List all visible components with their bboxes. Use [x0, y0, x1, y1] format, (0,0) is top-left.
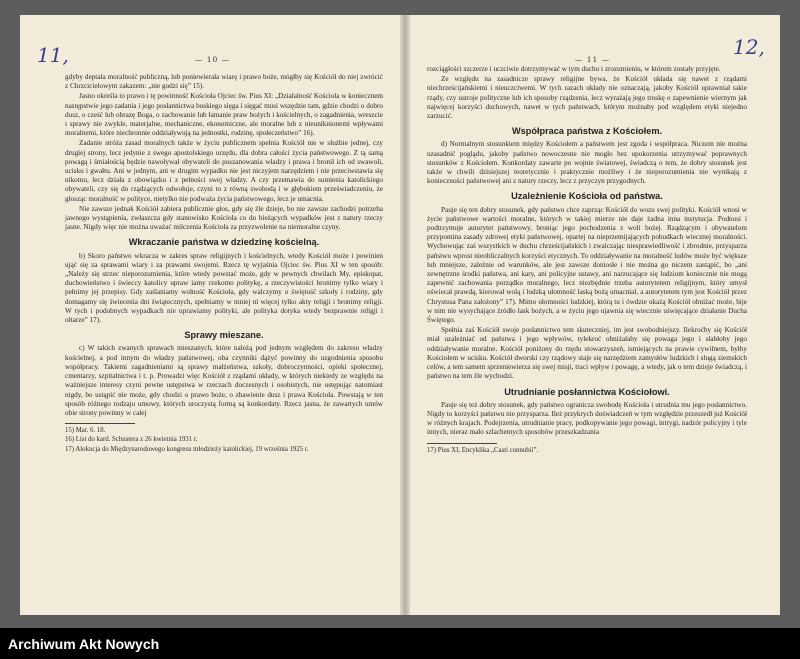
section-heading: Sprawy mieszane.: [184, 330, 264, 341]
footnote: 16) List do kard. Schustera z 26 kwietnia 1931 r.: [65, 436, 198, 444]
paragraph: c) W takich zwanych sprawach mieszanych, które należą pod jednym względem do zakresu władzy kościelnej, a pod innym do władzy państwowej, oba czynniki dążyć powinny do uzgodnienia sposobu współpracy. Takiemi zagadnieniami są sprawy małżeństwa, szkoły, dobroczynności, opieki społecznej, cmentarzy, szpitalnictwa i t. p. Prowadzi więc Kościół z rządami układy, w których niekiedy ze względu na ważniejsze interesy czyni pewne ustępstwa w rzeczach doczesnych i osobistych, nie ustępując natomiast nigdy, bo ustąpić nie może, gdy chodzi o prawo boże, o zbawienie dusz i prawa Kościoła. Powstają w ten sposób różnego rodzaju umowy, których uroczystą formą są konkordaty. Rzecz jasna, że zawartych umów obie strony powinny w całej: [65, 344, 383, 417]
paragraph: Spełnia zaś Kościół swoje posłannictwo tem skuteczniej, im jest swobodniejszy. Ilekroćby się Kościół miał uzależniać od państwa i jego wpływów, tylekroć obniżałaby się powaga jego i słabłoby jego oddziaływanie moralne. Kościół poniżony do rzędu stowarzyszeń, istniejących na prawie cywilnem, byłby Kościołem w ucisku. Kościół dworski czy rządowy staje się narzędziem zamysłów ludzkich i sługą ziemskich celów, a tem samem sprzeniewierza się swej misji, traci wpływ i powagę, a wtedy, jak o tem dzieje świadczą, i państwo na tem źle wychodzi.: [427, 326, 747, 381]
left-page: [20, 15, 405, 615]
section-heading: Współpraca państwa z Kościołem.: [511, 126, 663, 137]
paragraph: Zadanie stróża zasad moralnych także w życiu publicznem spełnia Kościół nie w służbie jednej, czy drugiej strony, lecz jedynie z swego apostolskiego urzędu, dla dobra całości życia państwowego. Z tą samą powagą i śmiałością będzie nawoływał obywateli do poszanowania władzy i prawa i bronił ich od swawoli, ucisku i gwałtu. Ani w jednym, ani w drugim wypadku nie jest niczyjem narzędziem i nie przeciwstawia się nikomu, lecz działa z obowiązku i z pełności swej władzy. A czy przemawia do sumienia katolickiego obywateli, czy się do rządzących odwołuje, czyni to z równą swobodą i w głębokiem przeświadczeniu, że głosząc moralność w polityce, nietylko nie podważa życia państwowego, lecz je umacnia.: [65, 139, 383, 203]
handwritten-folio-mark: 12,: [733, 35, 765, 59]
section-heading: Uzależnienie Kościoła od państwa.: [511, 191, 663, 202]
footnote-divider: [65, 423, 135, 424]
paragraph: Jasno określa to prawo i tę powinność Kościoła Ojciec św. Pius XI: „Działalność Kościoła w koniecznem następstwie jego zadania i jego posłannictwa boskiego sięga i sięgać musi wszędzie tam, gdzie chodzi o dobro dusz, o cześć lub obrazę Boga, o zachowanie lub łamanie praw bożych i kościelnych, o zagadnienia, wreszcie i sprawy nie zwykle, materjalne, mechaniczne, ekonomiczne, ale moralne lub z nieuniknionemi wpływami moralnemi, które niechronnie oddziaływują na jednostki, rodzinę, społeczeństwo” 16).: [65, 92, 383, 138]
footnote: 17) Pius XI, Encyklika „Casti connubii”.: [427, 446, 539, 454]
archive-footer: [0, 628, 800, 659]
paragraph: Nie zawsze jednak Kościół zabiera publicznie głos, gdy się źle dzieje, bo nie zawsze zachodzi potrzeba jawnego wystąpienia, zwłaszcza gdy stanowisko Kościoła co do bieżących wypadków jest z natury rzeczy jasne. Nigdy więc nie można uważać milczenia Kościoła za przyzwolenie na niemoralne czyny.: [65, 204, 383, 232]
section-heading: Wkraczanie państwa w dziedzinę kościelną.: [128, 237, 320, 248]
paragraph: rozciągłości szczerze i uczciwie dotrzymywać w tym duchu i zrozumieniu, w którem zostały przyjęte.: [427, 65, 721, 73]
paragraph: Ze względu na zasadnicze sprawy religijne bywa, że Kościół układa się nawet z rządami niechrześcijańskiemi i nieuczciwemi. W tych razach układy nie oznaczają, jakoby Kościół uprawniał takie rządy, czy ustroje polityczne lub ich sposoby rządzenia, lecz wyrażają jego troskę o zapewnienie wiernym jak najwięcej korzyści duchowych, nawet w tych państwach, którym możnaby pod względem etyki niejedno zarzucić.: [427, 75, 747, 121]
paragraph: b) Skoro państwo wkracza w zakres spraw religijnych i kościelnych, wtedy Kościół może i powinien ująć się za sprawami wiary i za prawami swojemi. Rzecz tę wyjaśnia Ojciec św. Pius XI w ten sposób: „Należy się strzec nieporozumienia, które wtedy powstać może, gdy w pewnych chwilach My, episkopat, duchowieństwo i świeccy katolicy upraw iamy rzekomo politykę, a rzeczywistości bronimy tylko wiary i pełnimy jej przepisy. Gdy zaślaniamy wolność Kościoła, gdy walczymy o świętość szkoły i rodziny, gdy domagamy się świecenia dni świątecznych, spełniamy w mniej ni więcej tylko akty religji i bronimy religji. W tych i podobnych wypadkach nie uprawiamy polityki, ale polityka dotyka wtedy bezprawnie religji i ołtarze” 17).: [65, 251, 383, 325]
page-number: — 10 —: [194, 55, 231, 64]
footnote-divider: [427, 443, 497, 444]
right-text-column: [427, 65, 747, 456]
footnote: 17) Alokucja do Międzynarodowego kongresu młodzieży katolickiej, 19 września 1925 r.: [65, 445, 309, 453]
left-text-column: [65, 73, 383, 455]
paragraph: gdyby deptała moralność publiczną, lub poniewierała wiarę i prawo boże, mógłby się Kościół do niej zwrócić z Chrzcicielowym zakazem: „nie godzi się” 15).: [65, 73, 383, 91]
book-gutter: [400, 15, 410, 615]
archive-name: Archiwum Akt Nowych: [8, 636, 160, 652]
paragraph: Pauje się ten dobry stosunek, gdy państwo chce zaprząc Kościół do wozu swej polityki. Kościół wnosi w życie państwowe wartości moralne, których w takiej mierze nie daje żadna inna instytucja. Podnosi i podtrzymuje autorytet państwowy, broniąc jego pochodzenia z woli bożej. Rządzącym i obywatelom przypomina zasady zdrowej etyki państwowej, opartej na nieprzemijających pobudkach wiecznej moralności. Wychowując zaś wszystkich w duchu chrześcijańskich i zwalczając niesprawiedliwość i zbrodnie, przysparza państwu wprost nieobliczalnych korzyści etycznych. To oddziaływanie na moralność ludów może być większe lub mniejsze, zależnie od warunków, ale jest zawsze doniosłe i nie można go niczem zastąpić, bo „ani zewnętrzne środki państwa, ani kary, ani policyjne ustawy, ani narzucające się ludziom koniecznie nie mogą zapewnić zachowania porządku moralnego, lecz niezbędnie trzeba autorytetem religijnym, który umysł oświecał prawdą, kierował wolą i ludzką ułomność łaską bożą umacniał, a autorytetem tym jest Kościół przez Chrystusa Pana założony” 17). Mimo ułomności ludzkiej, którą tu i ówdzie ukażą Kościół obniżać może, bije w nim nie wysychające źródło łask bożych, a w życiu jego ujawnia się wiecznie uświęcające działanie Ducha Świętego.: [427, 205, 747, 325]
right-page: [405, 15, 780, 615]
section-heading: Utrudnianie posłannictwa Kościołowi.: [504, 386, 670, 397]
paragraph: d) Normalnym stosunkiem między Kościołem a państwem jest zgoda i współpraca. Niczem nie można uzasadnić poglądu, jakoby państwo nowoczesne nie mogło bez upokorzenia utrzymywać poprawnych stosunków z Kościołem. Konkordaty zawarte po wojnie światowej, świadczą o tem, że dobry stosunek jest także w chwili dzisiejszej teoretycznie i praktycznie możliwy i że nieporozumienia nie wynikają z konieczności państwowej ani z natury rzeczy, lecz z przyczyn przygodnych.: [427, 140, 747, 186]
page-number: — 11 —: [574, 55, 611, 64]
handwritten-folio-mark: 11,: [37, 43, 69, 67]
footnote: 15) Mar. 6. 18.: [65, 427, 106, 435]
paragraph: Pauje się też dobry stosunek, gdy państwo ogranicza swobodę Kościoła i utrudnia mu jego posłannictwo. Nigdy to korzyści państwu nie przysparza. Ileż przykrych doświadczeń w tym względzie przeszedł już Kościół w różnych krajach. Podejrzenia, utrudnianie pracy, podkopywanie jego powagi, intrygi, nadzór policyjny i tyle innych, nieraz mało szlachetnych sposobów przeszkadzania: [427, 400, 747, 437]
